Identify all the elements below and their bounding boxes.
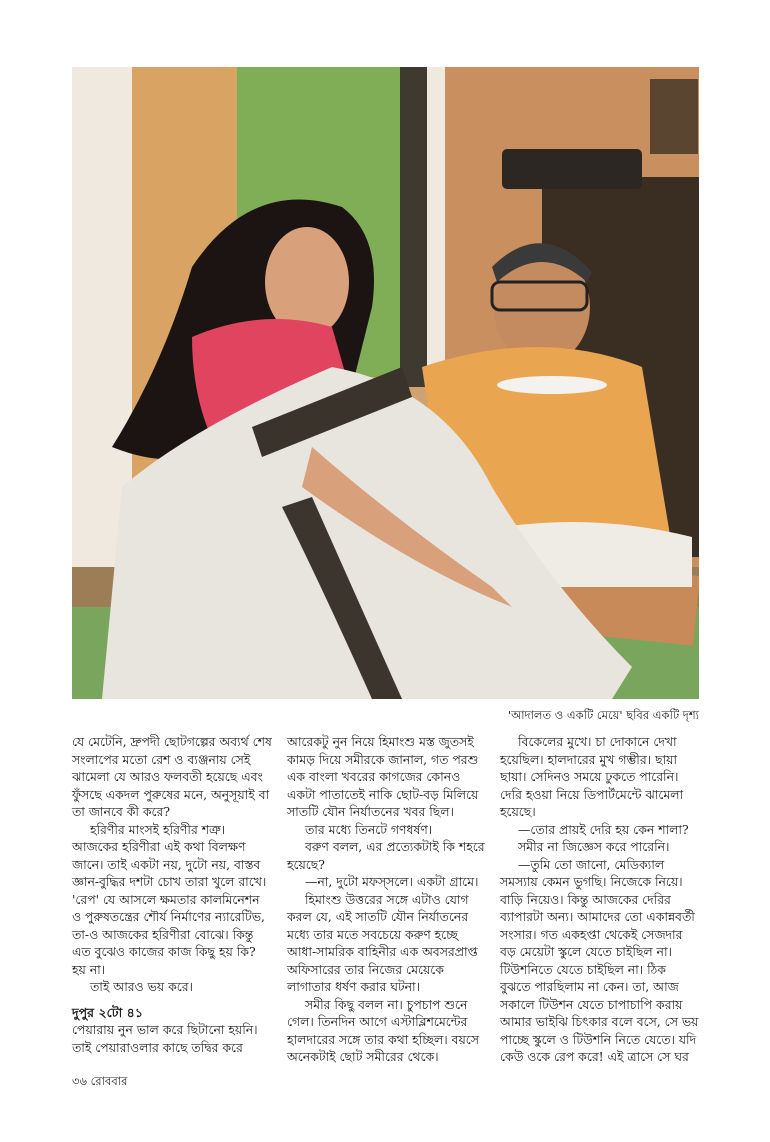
photo-caption: 'আদালত ও একটি মেয়ে' ছবির একটি দৃশ্য — [507, 708, 699, 722]
paragraph: তার মধ্যে তিনটে গণধর্ষণ। — [305, 821, 433, 837]
paragraph: আরেকটু নুন নিয়ে হিমাংশু মস্ত জুতসই কামড় দিয়ে সমীরকে জানাল, গত পরশু এক বাংলা খবরের কাগজের কোনও একটা পাতাতেই নাকি ছোট-বড় মিলিয়ে সাতটি যৌন নির্যাতনের খবর ছিল। — [287, 734, 479, 819]
paragraph: —তোর প্রায়ই দেরি হয় কেন শালা? — [518, 821, 689, 837]
paragraph: —তুমি তো জানো, মেডিক্যাল সমস্যায় কেমন ভুগছি। নিজেকে নিয়ে। বাড়ি নিয়েও। কিন্তু আজকের দেরির ব্যাপারটা অন্য। আমাদের তো একান্নবর্তী সংসার। গত একহপ্তা থেকেই সেজদার বড় মেয়েটা স্কুলে যেতে চাইছিল না। টিউশনিতে যেতে চাইছিল না। ঠিক বুঝতে পারছিলাম না কেন। তা, আজ সকালে টিউশন যেতে চাপাচাপি করায় আমার ভাইঝি চিৎকার বলে বসে, সে ভয় পাচ্ছে স্কুলে ও টিউশনি নিতে যেতে। যদি কেউ ওকে রেপ করে! এই ত্রাসে সে ঘর — [500, 856, 699, 1064]
paragraph: হরিণীর মাংসই হরিণীর শত্রু। আজকের হরিণীরা এই কথা বিলক্ষণ জানে। তাই একটা নয়, দুটো নয়, বাস্তব জ্ঞান-বুদ্ধির দশটা চোখ তারা খুলে রাখে। 'রেপ' যে আসলে ক্ষমতার কালমিনেশন ও পুরুষতন্ত্রের শৌর্য নির্মাণের ন্যারেটিভ, তা-ও আজকের হরিণীরা বোঝে। কিন্তু এত বুঝেও কাজের কাজ কিছু হয় কি? হয় না। — [72, 821, 267, 977]
text-column-2 — [287, 733, 487, 1066]
paragraph: যে মেটেনি, দ্রুপদী ছোটগল্পের অব্যর্থ শেষ সংলাপের মতো রেশ ও ব্যঞ্জনায় সেই ঝামেলা যে আরও ফলবতী হয়েছে এবং ফুঁসছে একদল পুরুষের মনে, অনুসূয়াই বা তা জানবে কী করে? — [72, 734, 272, 819]
film-still-photo — [72, 67, 699, 699]
page-footer: ৩৬ রোববার — [72, 1074, 128, 1088]
film-still-illustration — [72, 67, 699, 699]
paragraph: হিমাংশু উত্তরের সঙ্গে এটাও যোগ করল যে, এই সাতটি যৌন নির্যাতনের মধ্যে তার মতে সবচেয়ে করুণ হচ্ছে আধা-সামরিক বাহিনীর এক অবসরপ্রাপ্ত অফিসারের তার নিজের মেয়েকে লাগাতার ধর্ষণ করার ঘটনা। — [287, 891, 478, 994]
text-column-1 — [72, 733, 272, 1056]
paragraph: সমীর না জিজ্ঞেস করে পারেনি। — [518, 839, 670, 854]
paragraph: বরুণ বলল, এর প্রত্যেকটাই কি শহরে হয়েছে? — [287, 839, 485, 872]
paragraph: —না, দুটো মফস্সলে। একটা গ্রামে। — [305, 874, 479, 889]
paragraph: পেয়ারায় নুন ভাল করে ছিটানো হয়নি। তাই পেয়ারাওলার কাছে তদ্বির করে — [72, 1022, 258, 1055]
text-column-3 — [500, 733, 699, 1066]
paragraph: বিকেলের মুখে। চা দোকানে দেখা হয়েছিল। হালদারের মুখ গম্ভীর। ছায়া ছায়া। সেদিনও সময়ে ঢুকতে পারেনি। দেরি হওয়া নিয়ে ডিপার্টমেন্টে ঝামেলা হয়েছে। — [500, 734, 684, 819]
paragraph: তাই আরও ভয় করে। — [90, 979, 193, 994]
paragraph: সমীর কিছু বলল না। চুপচাপ শুনে গেল। তিনদিন আগে এস্টাব্লিশমেন্টের হালদারের সঙ্গে তার কথা হচ্ছিল। বয়সে অনেকটাই ছোট সমীরের থেকে। — [287, 996, 479, 1064]
time-subheading: দুপুর ২টো ৪১ — [72, 1004, 144, 1020]
